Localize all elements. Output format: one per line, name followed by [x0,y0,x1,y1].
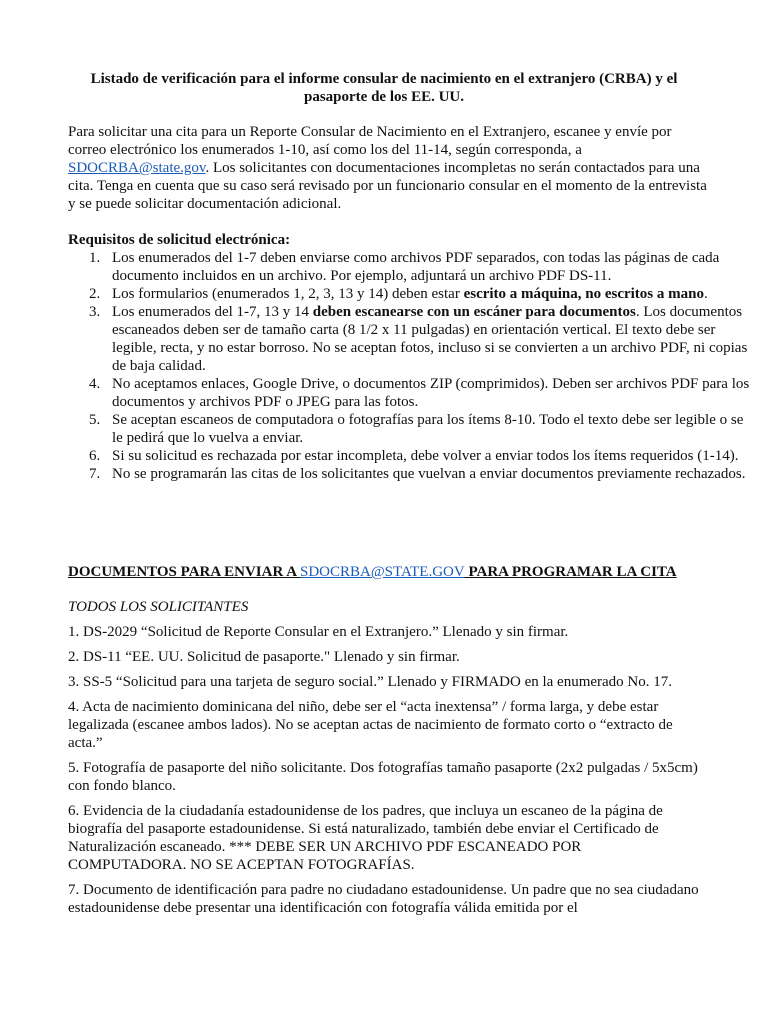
checklist-item-text: 1. DS-2029 “Solicitud de Reporte Consular en el Extranjero.” Llenado y sin firmar. [68,624,569,640]
intro-paragraph [68,123,708,213]
requirement-text: No se programarán las citas de los solicitantes que vuelvan a enviar documentos previamente rechazados. [112,466,746,482]
requirements-list [68,249,757,483]
requirement-number: 1. [89,250,101,266]
checklist-item-text: 4. Acta de nacimiento dominicana del niño, debe ser el “acta inextensa” / forma larga, y debe estar legalizada (escanee ambos lados). No se aceptan actas de nacimiento de formato corto o “extracto de acta.” [68,699,673,751]
intro-text: Para solicitar una cita para un Reporte Consular de Nacimiento en el Extranjero, escanee y envíe por correo electrónico los enumerados 1-10, así como los del 11-14, según corresponda, a [68,124,672,158]
checklist-item-text: 2. DS-11 “EE. UU. Solicitud de pasaporte." Llenado y sin firmar. [68,649,460,665]
requirement-item [89,303,757,375]
documents-heading-text-end: PARA PROGRAMAR LA CITA [464,564,677,580]
checklist-item-text: 5. Fotografía de pasaporte del niño solicitante. Dos fotografías tamaño pasaporte (2x2 pulgadas / 5x5cm) con fondo blanco. [68,760,698,794]
checklist-item-text: 7. Documento de identificación para padre no ciudadano estadounidense. Un padre que no sea ciudadano estadounidense debe presentar una identificación con fotografía válida emitida por el [68,882,699,916]
requirement-item [89,411,757,447]
requirement-number: 2. [89,286,101,302]
requirement-item [89,375,757,411]
documents-email-link[interactable]: SDOCRBA@STATE.GOV [299,564,465,580]
requirement-text-end: . Los documentos escaneados deben ser de tamaño carta (8 1/2 x 11 pulgadas) en orientación vertical. El texto debe ser legible, recta, y no estar borroso. No se aceptan fotos, incluso si se convierten a un archivo PDF, ni copias de baja calidad. [112,304,748,374]
requirements-heading: Requisitos de solicitud electrónica: [68,232,291,248]
requirement-item [89,447,757,465]
requirement-number: 5. [89,412,101,428]
documents-heading-text: DOCUMENTOS PARA ENVIAR A [68,564,300,580]
requirement-number: 3. [89,304,101,320]
checklist-item [68,802,703,874]
requirement-emphasis: deben escanearse con un escáner para documentos [312,304,636,320]
requirement-emphasis: escrito a máquina, no escritos a mano [463,286,704,302]
requirement-text-end: . [703,286,708,302]
requirement-text: Los formularios (enumerados 1, 2, 3, 13 y 14) deben estar [112,286,464,302]
requirement-item [89,249,757,285]
checklist-item-text: 6. Evidencia de la ciudadanía estadounidense de los padres, que incluya un escaneo de la página de biografía del pasaporte estadounidense. Si está naturalizado, también debe enviar el Certificado de Naturalización escaneado. *** DEBE SER UN ARCHIVO PDF ESCANEADO POR COMPUTADORA. NO SE ACEPTAN FOTOGRAFÍAS. [68,803,663,873]
requirement-text: Se aceptan escaneos de computadora o fotografías para los ítems 8-10. Todo el texto debe ser legible o se le pedirá que lo vuelva a enviar. [112,412,744,446]
requirement-text: Si su solicitud es rechazada por estar incompleta, debe volver a enviar todos los ítems requeridos (1-14). [112,448,739,464]
document-checklist [68,623,703,924]
requirement-text: Los enumerados del 1-7, 13 y 14 [112,304,313,320]
checklist-item-text: 3. SS-5 “Solicitud para una tarjeta de seguro social.” Llenado y FIRMADO en la enumerado No. 17. [68,674,673,690]
requirement-item [89,465,757,483]
checklist-item [68,648,703,666]
requirement-text: Los enumerados del 1-7 deben enviarse como archivos PDF separados, con todas las páginas de cada documento incluidos en un archivo. Por ejemplo, adjuntará un archivo PDF DS-11. [112,250,720,284]
checklist-item [68,759,703,795]
email-link[interactable]: SDOCRBA@state.gov [68,160,206,176]
all-applicants-subheading: TODOS LOS SOLICITANTES [68,599,249,615]
requirement-number: 4. [89,376,101,392]
requirement-text: No aceptamos enlaces, Google Drive, o documentos ZIP (comprimidos). Deben ser archivos PDF para los documentos y archivos PDF o JPEG para las fotos. [112,376,750,410]
checklist-item [68,673,703,691]
checklist-item [68,881,703,917]
checklist-item [68,698,703,752]
requirement-item [89,285,757,303]
document-title: Listado de verificación para el informe consular de nacimiento en el extranjero (CRBA) y el pasaporte de los EE. UU. [90,71,678,105]
checklist-item [68,623,703,641]
requirement-number: 6. [89,448,101,464]
requirement-number: 7. [89,466,101,482]
intro-text-continued: . Los solicitantes con documentaciones incompletas no serán contactados para una cita. Tenga en cuenta que su caso será revisado por un funcionario consular en el momento de la entrevista y se puede solicitar documentación adicional. [68,160,707,212]
documents-heading [68,563,677,581]
